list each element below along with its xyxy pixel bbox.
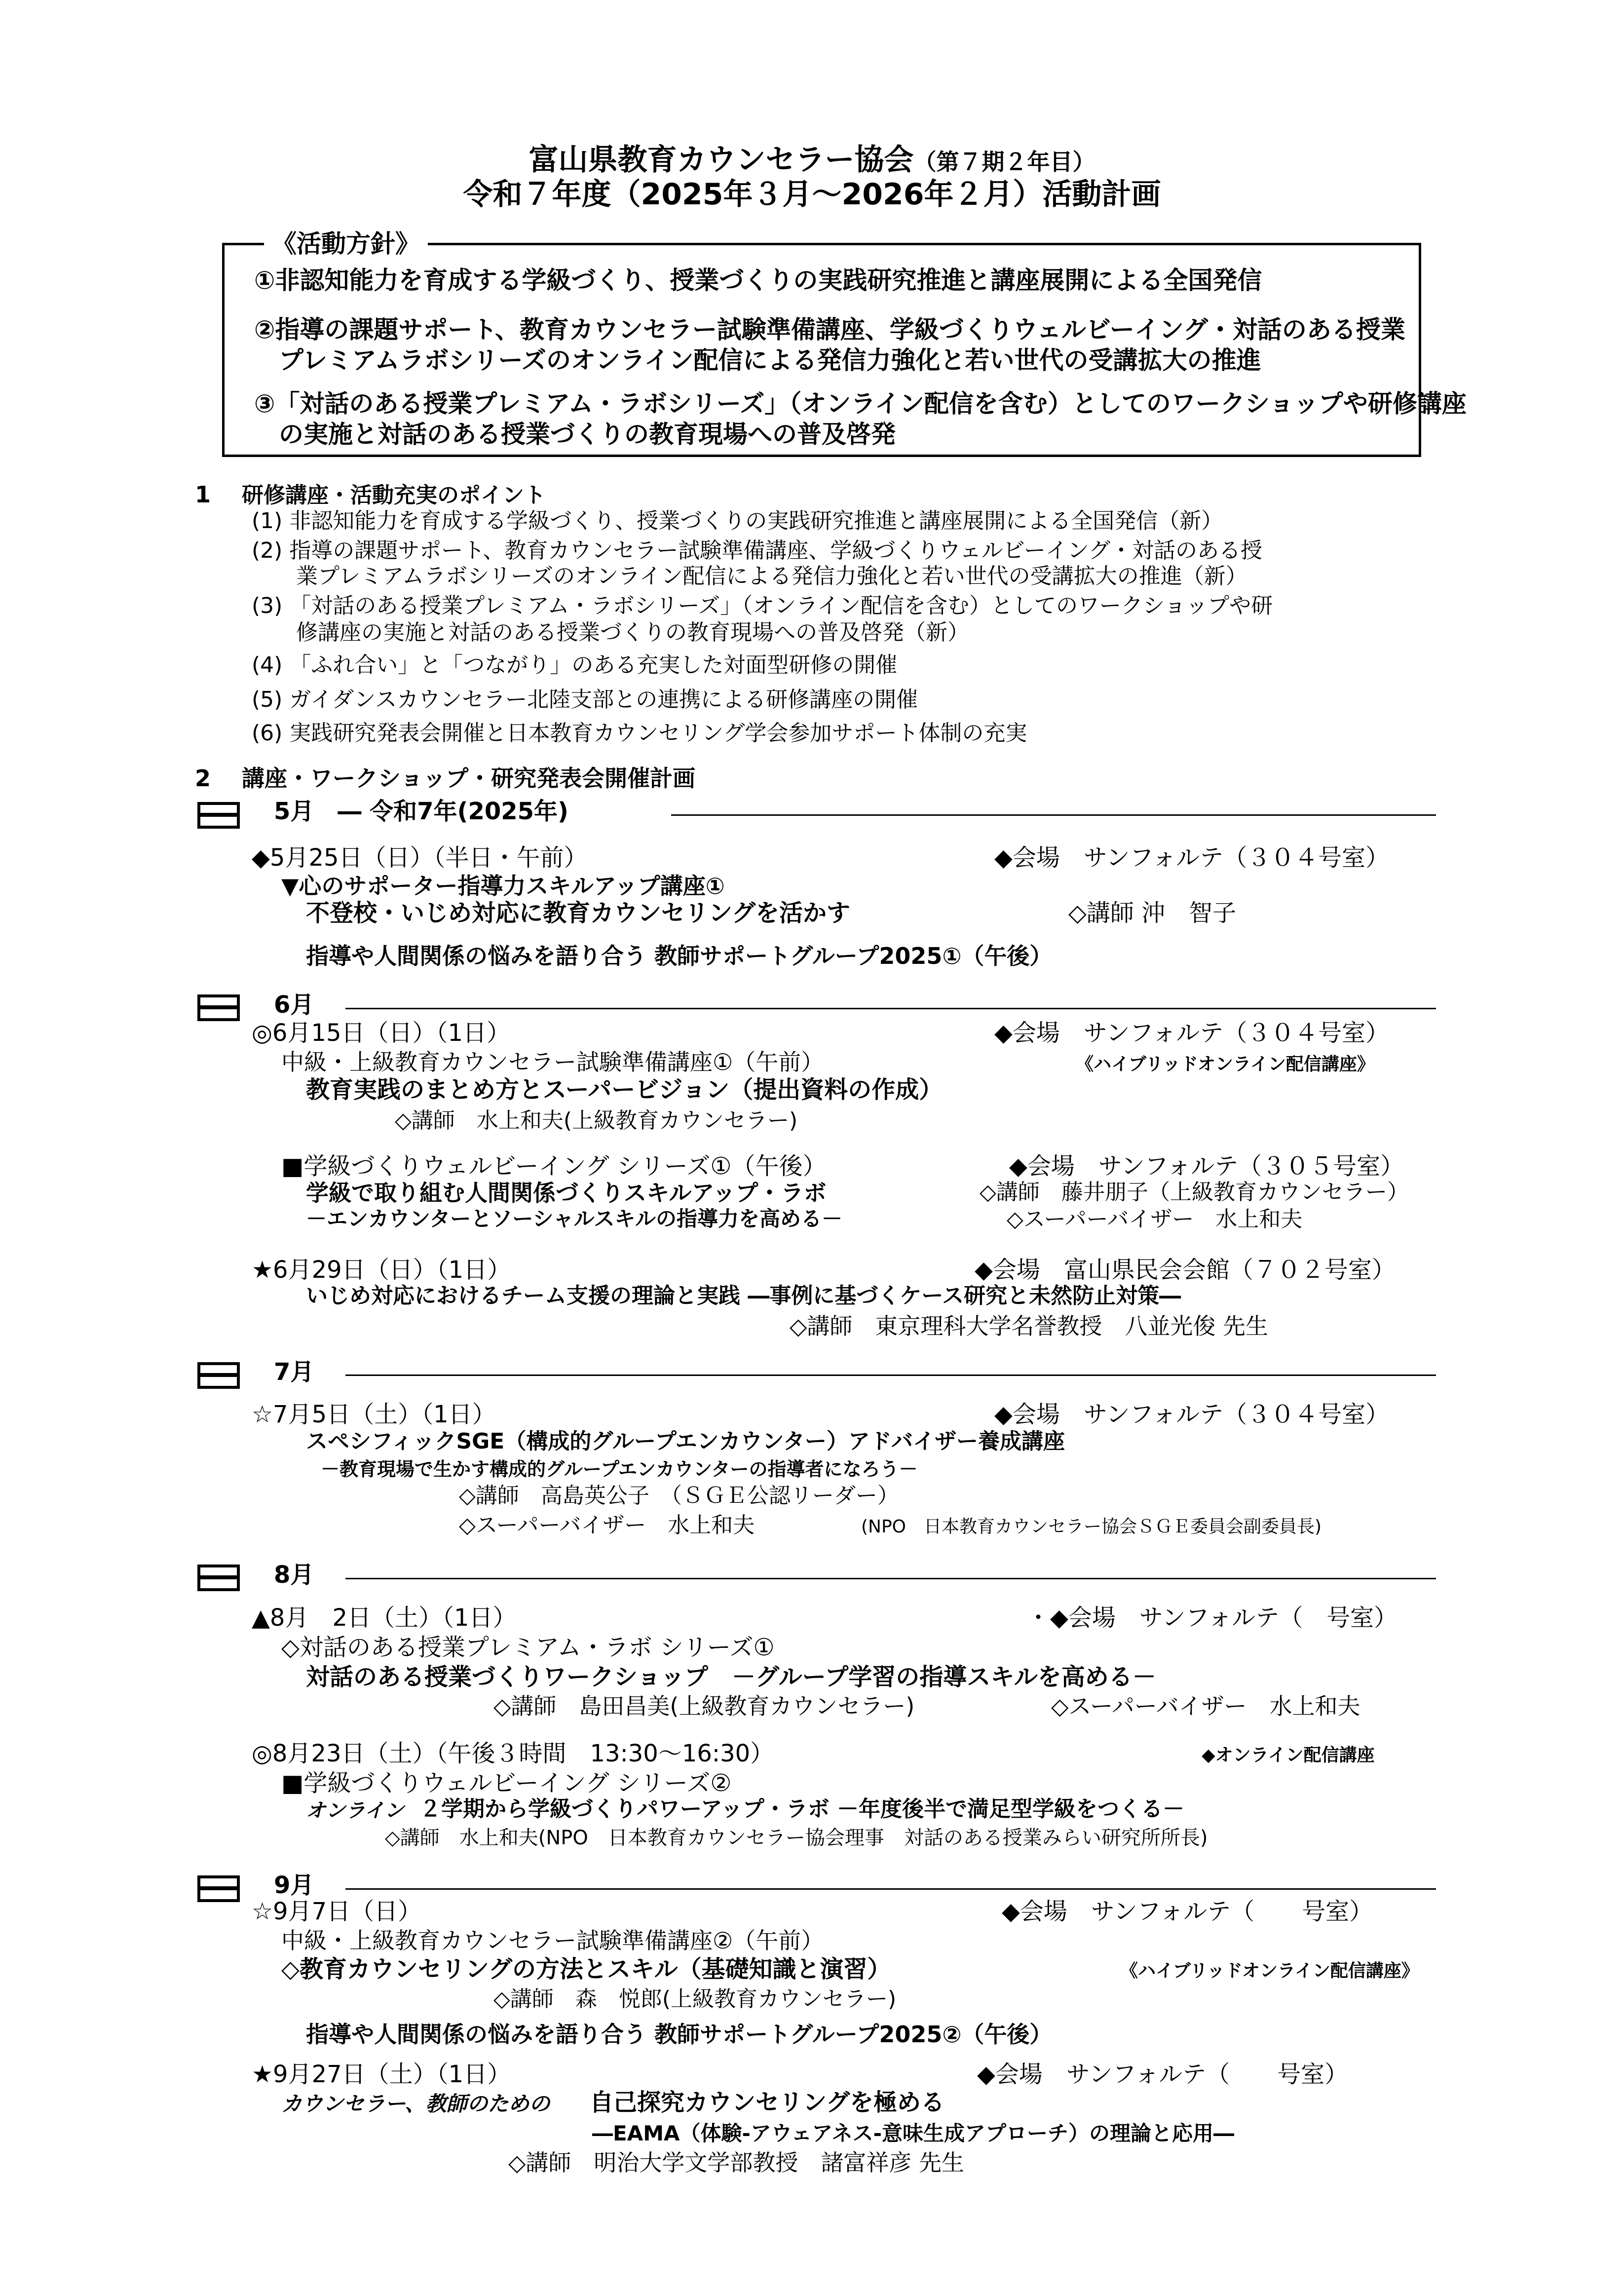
event-venue: ◆会場 サンフォルテ（３０４号室） — [994, 1019, 1390, 1047]
event-topic: いじめ対応におけるチーム支援の理論と実践 ―事例に基づくケース研究と未然防止対策― — [306, 1283, 1181, 1308]
event-topic: ◇教育カウンセリングの方法とスキル（基礎知識と演習） — [281, 1955, 891, 1983]
policy-item-1: ①非認知能力を育成する学級づくり、授業づくりの実践研究推進と講座展開による全国発信 — [254, 266, 1262, 295]
point-3-cont: 修講座の実施と対話のある授業づくりの教育現場への普及啓発（新） — [296, 620, 969, 645]
event-date: ◎6月15日（日）（1日） — [252, 1019, 511, 1047]
divider — [345, 1374, 1436, 1376]
event-lecturer: ◇講師 水上和夫(NPO 日本教育カウンセラー協会理事 対話のある授業みらい研究所所長) — [385, 1827, 1208, 1849]
event-lecturer: ◇講師 島田昌美(上級教育カウンセラー) — [493, 1693, 915, 1719]
point-1: (1) 非認知能力を育成する学級づくり、授業づくりの実践研究推進と講座展開による全国発信（新） — [252, 508, 1223, 534]
event-date: ☆9月7日（日） — [252, 1898, 422, 1925]
event-supervisor: ◇スーパーバイザー 水上和夫 — [1007, 1207, 1303, 1232]
event-subtopic: 指導や人間関係の悩みを語り合う 教師サポートグループ2025①（午後） — [306, 943, 1053, 969]
section1-title: 研修講座・活動充実のポイント — [242, 483, 546, 508]
event-topic: 不登校・いじめ対応に教育カウンセリングを活かす — [306, 899, 851, 927]
event-lecturer: ◇講師 東京理科大学名誉教授 八並光俊 先生 — [790, 1313, 1268, 1339]
point-2: (2) 指導の課題サポート、教育カウンセラー試験準備講座、学級づくりウェルビーイング・対話のある授 — [252, 538, 1262, 563]
divider — [345, 1008, 1436, 1009]
event-audience: カウンセラー、教師のための — [281, 2092, 550, 2116]
event-topic: 教育実践のまとめ方とスーパービジョン（提出資料の作成） — [306, 1076, 943, 1104]
point-5: (5) ガイダンスカウンセラー北陸支部との連携による研修講座の開催 — [252, 687, 918, 712]
event-venue: ◆会場 富山県民会会館（７０２号室） — [975, 1256, 1396, 1284]
event-lecturer: ◇講師 明治大学文学部教授 諸富祥彦 先生 — [508, 2149, 964, 2176]
event-date: ◎8月23日（土）（午後３時間 13:30～16:30） — [252, 1740, 774, 1767]
event-subtopic: 指導や人間関係の悩みを語り合う 教師サポートグループ2025②（午後） — [306, 2021, 1053, 2048]
divider — [345, 1578, 1436, 1579]
event-tag: 《ハイブリッドオンライン配信講座》 — [1076, 1054, 1375, 1074]
month-jul: 7月 — [274, 1358, 314, 1386]
event-supervisor: ◇スーパーバイザー 水上和夫 — [459, 1513, 755, 1538]
calendar-icon — [197, 802, 240, 829]
event-mode: オンライン — [306, 1799, 404, 1822]
event-title: 中級・上級教育カウンセラー試験準備講座①（午前） — [281, 1049, 824, 1075]
event-venue: ◆会場 サンフォルテ（３０５号室） — [1009, 1152, 1404, 1180]
policy-item-2: ②指導の課題サポート、教育カウンセラー試験準備講座、学級づくりウェルビーイング・対話のある授業 — [254, 315, 1405, 344]
event-topic: 自己探究カウンセリングを極める — [590, 2089, 945, 2116]
section1-number: 1 — [195, 481, 211, 508]
event-date: ★9月27日（土）（1日） — [252, 2061, 511, 2088]
event-lecturer: ◇講師 沖 智子 — [1068, 899, 1237, 927]
event-venue: ・◆会場 サンフォルテ（ 号室） — [1026, 1604, 1398, 1632]
month-may: 5月 ― 令和7年(2025年) — [274, 798, 568, 825]
event-topic: ２学期から学級づくりパワーアップ・ラボ －年度後半で満足型学級をつくる－ — [419, 1796, 1185, 1822]
event-lecturer: ◇講師 藤井朋子（上級教育カウンセラー） — [980, 1180, 1409, 1205]
event-date: ▲8月 2日（土）（1日） — [252, 1604, 517, 1632]
month-jun: 6月 — [274, 991, 314, 1019]
event-supervisor-note: (NPO 日本教育カウンセラー協会ＳＧＥ委員会副委員長) — [861, 1517, 1322, 1537]
month-sep: 9月 — [274, 1871, 314, 1899]
event-title: 中級・上級教育カウンセラー試験準備講座②（午前） — [281, 1927, 824, 1954]
section2-title: 講座・ワークショップ・研究発表会開催計画 — [242, 765, 696, 792]
point-3: (3) 「対話のある授業プレミアム・ラボシリーズ」（オンライン配信を含む）としてのワークショップや研 — [252, 593, 1273, 618]
doc-subtitle: 令和７年度（2025年３月～2026年２月）活動計画 — [463, 177, 1161, 212]
event-subtopic: －教育現場で生かす構成的グループエンカウンターの指導者になろう－ — [321, 1458, 918, 1480]
calendar-icon — [197, 994, 240, 1021]
calendar-icon — [197, 1362, 240, 1389]
event-tag: 《ハイブリッドオンライン配信講座》 — [1120, 1961, 1419, 1981]
policy-box — [222, 229, 1467, 457]
event-date: ☆7月5日（土）（1日） — [252, 1401, 496, 1428]
event-date: ◆5月25日（日）（半日・午前） — [252, 844, 588, 872]
event-subtopic: ―EAMA（体験-アウェアネス-意味生成アプローチ）の理論と応用― — [592, 2121, 1234, 2145]
event-title: ■学級づくりウェルビーイング シリーズ② — [281, 1769, 732, 1797]
event-lecturer: ◇講師 高島英公子 （ＳＧＥ公認リーダー） — [459, 1483, 899, 1508]
event-topic: 対話のある授業づくりワークショップ －グループ学習の指導スキルを高める－ — [306, 1663, 1156, 1691]
event-tag: ◆オンライン配信講座 — [1202, 1745, 1375, 1765]
event-topic: スペシフィックSGE（構成的グループエンカウンター）アドバイザー養成講座 — [306, 1429, 1065, 1454]
divider — [345, 1888, 1436, 1890]
point-6: (6) 実践研究発表会開催と日本教育カウンセリング学会参加サポート体制の充実 — [252, 721, 1027, 746]
event-lecturer: ◇講師 森 悦郎(上級教育カウンセラー) — [493, 1986, 897, 2012]
divider — [671, 814, 1436, 816]
calendar-icon — [197, 1875, 240, 1902]
event-title: ▼心のサポーター指導力スキルアップ講座① — [281, 873, 725, 899]
point-2-cont: 業プレミアムラボシリーズのオンライン配信による発信力強化と若い世代の受講拡大の推進（新） — [296, 564, 1247, 589]
policy-item-3-cont: の実施と対話のある授業づくりの教育現場への普及啓発 — [254, 420, 896, 449]
policy-item-3: ③「対話のある授業プレミアム・ラボシリーズ」（オンライン配信を含む）としてのワークショップや研修講座 — [254, 389, 1467, 418]
event-subtopic: －エンカウンターとソーシャルスキルの指導力を高める－ — [306, 1207, 842, 1231]
doc-title — [0, 143, 1624, 179]
point-4: (4) 「ふれ合い」と「つながり」のある充実した対面型研修の開催 — [252, 652, 898, 678]
event-venue: ◆会場 サンフォルテ（ 号室） — [977, 2061, 1349, 2088]
calendar-icon — [197, 1565, 240, 1591]
event-lecturer: ◇講師 水上和夫(上級教育カウンセラー) — [395, 1108, 798, 1133]
policy-item-2-cont: プレミアムラボシリーズのオンライン配信による発信力強化と若い世代の受講拡大の推進 — [254, 346, 1261, 375]
event-venue: ◆会場 サンフォルテ（３０４号室） — [994, 1401, 1390, 1428]
month-aug: 8月 — [274, 1561, 314, 1589]
event-title: ■学級づくりウェルビーイング シリーズ①（午後） — [281, 1152, 827, 1180]
event-venue: ◆会場 サンフォルテ（３０４号室） — [994, 844, 1390, 872]
event-supervisor: ◇スーパーバイザー 水上和夫 — [1051, 1693, 1360, 1719]
policy-legend: 《活動方針》 — [264, 227, 428, 261]
event-topic: 学級で取り組む人間関係づくりスキルアップ・ラボ — [306, 1180, 827, 1206]
event-venue: ◆会場 サンフォルテ（ 号室） — [1002, 1898, 1373, 1925]
doc-title-main: 富山県教育カウンセラー協会 — [529, 143, 914, 177]
section2-number: 2 — [195, 765, 211, 792]
event-title: ◇対話のある授業プレミアム・ラボ シリーズ① — [281, 1634, 775, 1661]
doc-title-term: （第７期２年目） — [913, 149, 1095, 175]
event-date: ★6月29日（日）（1日） — [252, 1256, 511, 1284]
